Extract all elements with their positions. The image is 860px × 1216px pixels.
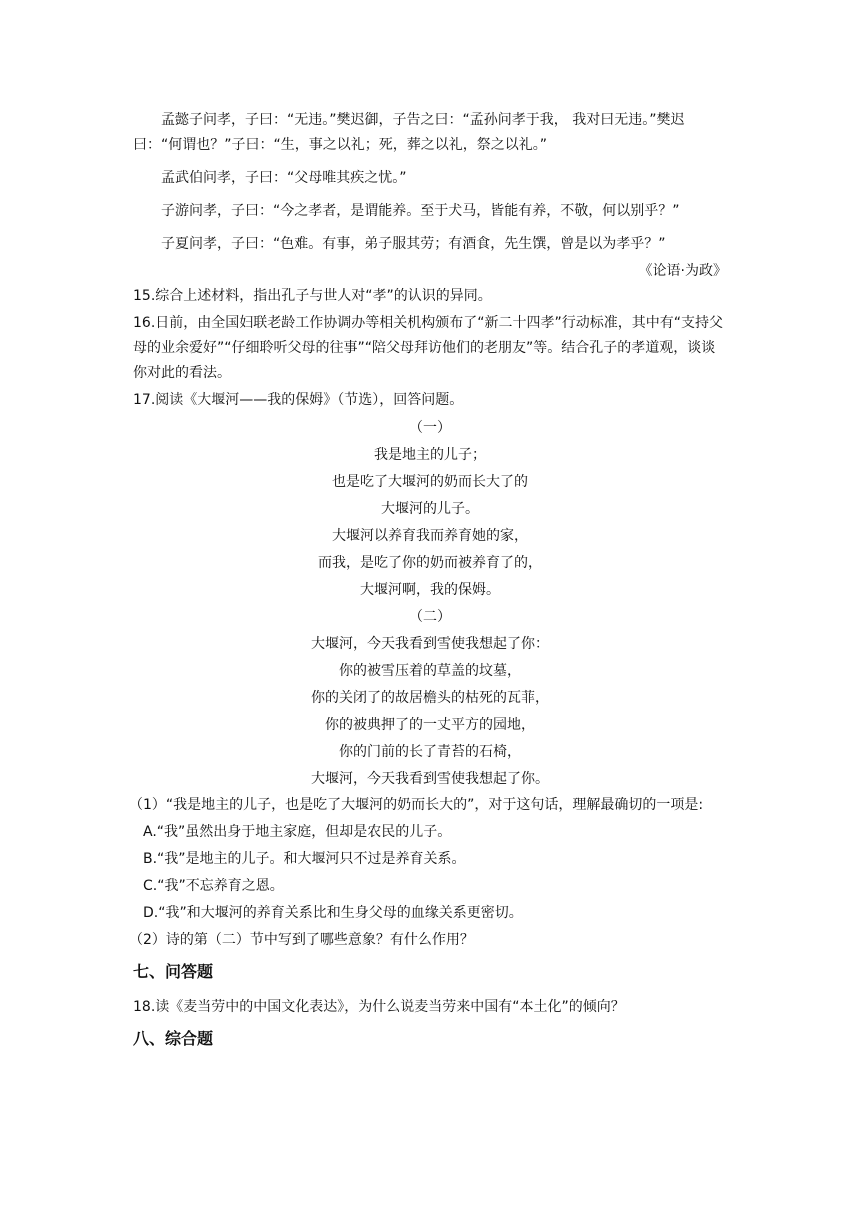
option-c: C.“我”不忘养育之恩。 bbox=[143, 878, 284, 894]
section-heading-7: 七、问答题 bbox=[133, 962, 214, 981]
question-16: 16.日前，由全国妇联老龄工作协调办等相关机构颁布了“新二十四孝”行动标准，其中有“支持父母的业余爱好”“仔细聆听父母的往事”“陪父母拜访他们的老朋友”等。结合孔子的孝道观，谈谈你对此的看法。 bbox=[133, 315, 724, 381]
poem-line: 大堰河，今天我看到雪使我想起了你。 bbox=[311, 771, 549, 787]
classical-passage-4: 子夏问孝，子曰：“色难。有事，弟子服其劳；有酒食，先生馔，曾是以为孝乎？” bbox=[161, 236, 666, 252]
question-17: 17.阅读《大堰河——我的保姆》（节选），回答问题。 bbox=[133, 392, 464, 408]
poem-line: 你的被典押了的一丈平方的园地， bbox=[325, 717, 535, 733]
poem-line: 大堰河，今天我看到雪使我想起了你： bbox=[311, 636, 549, 652]
classical-passage-1: 孟懿子问孝，子曰：“无违。”樊迟御，子告之曰：“孟孙问孝于我， 我对曰无违。”樊迟曰：“何谓也？”子曰：“生，事之以礼；死，葬之以礼，祭之以礼。” bbox=[133, 112, 685, 153]
classical-passage-2: 孟武伯问孝，子曰：“父母唯其疾之忧。” bbox=[161, 170, 407, 186]
classical-passage-3: 子游问孝，子曰：“今之孝者，是谓能养。至于犬马，皆能有养，不敬，何以别乎？” bbox=[161, 203, 680, 219]
poem-line: 你的关闭了的故居檐头的枯死的瓦菲， bbox=[311, 690, 549, 706]
poem-line: 大堰河以养育我而养育她的家， bbox=[332, 528, 528, 544]
poem-line: 我是地主的儿子； bbox=[374, 447, 486, 463]
document-content bbox=[129, 108, 727, 1062]
option-d: D.“我”和大堰河的养育关系比和生身父母的血缘关系更密切。 bbox=[143, 905, 523, 921]
question-18: 18.读《麦当劳中的中国文化表达》，为什么说麦当劳来中国有“本土化”的倾向？ bbox=[133, 999, 625, 1015]
poem-line: 也是吃了大堰河的奶而长大了的 bbox=[332, 474, 528, 490]
poem-section-1-title: （一） bbox=[409, 420, 451, 436]
poem-section-2-title: （二） bbox=[409, 609, 451, 625]
poem-line: 大堰河的儿子。 bbox=[381, 501, 479, 517]
sub-question-1: （1）“我是地主的儿子，也是吃了大堰河的奶而长大的”，对于这句话，理解最确切的一项是: bbox=[129, 797, 704, 813]
poem-line: 而我，是吃了你的奶而被养育了的， bbox=[318, 555, 542, 571]
sub-question-2: （2）诗的第（二）节中写到了哪些意象？有什么作用？ bbox=[129, 932, 474, 948]
option-b: B.“我”是地主的儿子。和大堰河只不过是养育关系。 bbox=[143, 851, 466, 867]
option-a: A.“我”虽然出身于地主家庭，但却是农民的儿子。 bbox=[143, 824, 452, 840]
question-15: 15.综合上述材料，指出孔子与世人对“孝”的认识的异同。 bbox=[133, 288, 492, 304]
section-heading-8: 八、综合题 bbox=[133, 1029, 214, 1048]
poem-line: 你的被雪压着的草盖的坟墓， bbox=[339, 663, 521, 679]
poem-line: 大堰河啊，我的保姆。 bbox=[360, 582, 500, 598]
passage-source: 《论语·为政》 bbox=[638, 263, 727, 279]
poem-line: 你的门前的长了青苔的石椅， bbox=[339, 744, 521, 760]
